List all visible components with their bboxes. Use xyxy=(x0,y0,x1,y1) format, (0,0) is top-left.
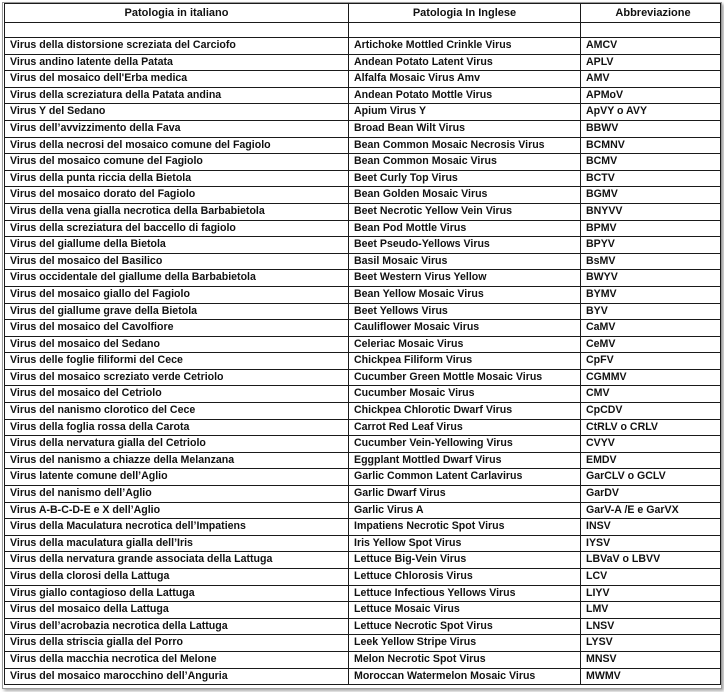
table-row xyxy=(5,203,721,220)
virus-table xyxy=(4,3,721,685)
abbreviation-cell: CVYV xyxy=(581,436,721,453)
italian-name-cell: Virus del mosaico screziato verde Cetriolo xyxy=(5,369,349,386)
table-row xyxy=(5,552,721,569)
table-row xyxy=(5,154,721,171)
italian-name-cell: Virus della necrosi del mosaico comune del Fagiolo xyxy=(5,137,349,154)
table-row xyxy=(5,253,721,270)
header-row xyxy=(5,4,721,23)
abbreviation-cell: CMV xyxy=(581,386,721,403)
english-name-cell: Beet Yellows Virus xyxy=(349,303,581,320)
italian-name-cell: Virus occidentale del giallume della Barbabietola xyxy=(5,270,349,287)
table-row xyxy=(5,651,721,668)
blank-row xyxy=(5,23,721,38)
italian-name-cell: Virus della nervatura grande associata della Lattuga xyxy=(5,552,349,569)
table-row xyxy=(5,602,721,619)
italian-name-cell: Virus delle foglie filiformi del Cece xyxy=(5,353,349,370)
english-name-cell: Lettuce Necrotic Spot Virus xyxy=(349,618,581,635)
english-name-cell: Garlic Virus A xyxy=(349,502,581,519)
table-row xyxy=(5,104,721,121)
italian-name-cell: Virus del mosaico del Cavolfiore xyxy=(5,320,349,337)
table-row xyxy=(5,386,721,403)
italian-name-cell: Virus della punta riccia della Bietola xyxy=(5,170,349,187)
table-row xyxy=(5,170,721,187)
english-name-cell: Lettuce Mosaic Virus xyxy=(349,602,581,619)
abbreviation-cell: LNSV xyxy=(581,618,721,635)
table-row xyxy=(5,336,721,353)
italian-name-cell: Virus della macchia necrotica del Melone xyxy=(5,651,349,668)
abbreviation-cell: MWMV xyxy=(581,668,721,685)
italian-name-cell: Virus della screziatura del baccello di fagiolo xyxy=(5,220,349,237)
table-row xyxy=(5,320,721,337)
abbreviation-cell: MNSV xyxy=(581,651,721,668)
abbreviation-cell: AMV xyxy=(581,71,721,88)
italian-name-cell: Virus della screziatura della Patata andina xyxy=(5,87,349,104)
table-row xyxy=(5,71,721,88)
english-name-cell: Chickpea Chlorotic Dwarf Virus xyxy=(349,403,581,420)
abbreviation-cell: LYSV xyxy=(581,635,721,652)
table-row xyxy=(5,38,721,55)
english-name-cell: Andean Potato Mottle Virus xyxy=(349,87,581,104)
abbreviation-cell: GarCLV o GCLV xyxy=(581,469,721,486)
table-row xyxy=(5,237,721,254)
english-name-cell: Beet Necrotic Yellow Vein Virus xyxy=(349,203,581,220)
abbreviation-cell: CtRLV o CRLV xyxy=(581,419,721,436)
italian-name-cell: Virus della striscia gialla del Porro xyxy=(5,635,349,652)
table-row xyxy=(5,436,721,453)
table-row xyxy=(5,668,721,685)
italian-name-cell: Virus dell’acrobazia necrotica della Lattuga xyxy=(5,618,349,635)
abbreviation-cell: CGMMV xyxy=(581,369,721,386)
italian-name-cell: Virus dell’avvizzimento della Fava xyxy=(5,120,349,137)
english-name-cell: Cauliflower Mosaic Virus xyxy=(349,320,581,337)
english-name-cell: Broad Bean Wilt Virus xyxy=(349,120,581,137)
table-row xyxy=(5,353,721,370)
table-row xyxy=(5,270,721,287)
english-name-cell: Iris Yellow Spot Virus xyxy=(349,535,581,552)
italian-name-cell: Virus A-B-C-D-E e X dell’Aglio xyxy=(5,502,349,519)
italian-name-cell: Virus della clorosi della Lattuga xyxy=(5,569,349,586)
english-name-cell: Leek Yellow Stripe Virus xyxy=(349,635,581,652)
abbreviation-cell: BNYVV xyxy=(581,203,721,220)
abbreviation-cell: BBWV xyxy=(581,120,721,137)
table-row xyxy=(5,303,721,320)
table-row xyxy=(5,87,721,104)
table-row xyxy=(5,369,721,386)
english-name-cell: Carrot Red Leaf Virus xyxy=(349,419,581,436)
table-row xyxy=(5,569,721,586)
english-name-cell: Bean Common Mosaic Virus xyxy=(349,154,581,171)
italian-name-cell: Virus del nanismo clorotico del Cece xyxy=(5,403,349,420)
abbreviation-cell: AMCV xyxy=(581,38,721,55)
abbreviation-cell: LMV xyxy=(581,602,721,619)
abbreviation-cell: CeMV xyxy=(581,336,721,353)
english-name-cell: Garlic Common Latent Carlavirus xyxy=(349,469,581,486)
abbreviation-cell: BPMV xyxy=(581,220,721,237)
abbreviation-cell: CaMV xyxy=(581,320,721,337)
english-name-cell: Cucumber Vein-Yellowing Virus xyxy=(349,436,581,453)
italian-name-cell: Virus del giallume della Bietola xyxy=(5,237,349,254)
italian-name-cell: Virus del mosaico del Sedano xyxy=(5,336,349,353)
italian-name-cell: Virus della Maculatura necrotica dell’Impatiens xyxy=(5,519,349,536)
english-name-cell: Beet Western Virus Yellow xyxy=(349,270,581,287)
english-name-cell: Bean Pod Mottle Virus xyxy=(349,220,581,237)
italian-name-cell: Virus della vena gialla necrotica della Barbabietola xyxy=(5,203,349,220)
italian-name-cell: Virus del mosaico della Lattuga xyxy=(5,602,349,619)
italian-name-cell: Virus del mosaico marocchino dell’Anguria xyxy=(5,668,349,685)
english-name-cell: Apium Virus Y xyxy=(349,104,581,121)
english-name-cell: Artichoke Mottled Crinkle Virus xyxy=(349,38,581,55)
abbreviation-cell: APMoV xyxy=(581,87,721,104)
table-row xyxy=(5,519,721,536)
abbreviation-cell: BGMV xyxy=(581,187,721,204)
abbreviation-cell: BPYV xyxy=(581,237,721,254)
english-name-cell: Lettuce Infectious Yellows Virus xyxy=(349,585,581,602)
italian-name-cell: Virus del nanismo a chiazze della Melanzana xyxy=(5,452,349,469)
abbreviation-cell: BWYV xyxy=(581,270,721,287)
abbreviation-cell: EMDV xyxy=(581,452,721,469)
table-row xyxy=(5,635,721,652)
italian-name-cell: Virus della nervatura gialla del Cetriolo xyxy=(5,436,349,453)
blank-cell xyxy=(581,23,721,38)
header-abbreviation: Abbreviazione xyxy=(581,4,721,23)
blank-cell xyxy=(349,23,581,38)
abbreviation-cell: IYSV xyxy=(581,535,721,552)
english-name-cell: Garlic Dwarf Virus xyxy=(349,486,581,503)
table-row xyxy=(5,137,721,154)
table-row xyxy=(5,220,721,237)
header-english: Patologia In Inglese xyxy=(349,4,581,23)
table-row xyxy=(5,54,721,71)
english-name-cell: Lettuce Big-Vein Virus xyxy=(349,552,581,569)
abbreviation-cell: BsMV xyxy=(581,253,721,270)
table-row xyxy=(5,120,721,137)
abbreviation-cell: GarV-A /E e GarVX xyxy=(581,502,721,519)
italian-name-cell: Virus latente comune dell’Aglio xyxy=(5,469,349,486)
english-name-cell: Beet Pseudo-Yellows Virus xyxy=(349,237,581,254)
english-name-cell: Bean Golden Mosaic Virus xyxy=(349,187,581,204)
abbreviation-cell: BCMNV xyxy=(581,137,721,154)
table-row xyxy=(5,469,721,486)
english-name-cell: Beet Curly Top Virus xyxy=(349,170,581,187)
italian-name-cell: Virus del mosaico del Cetriolo xyxy=(5,386,349,403)
english-name-cell: Moroccan Watermelon Mosaic Virus xyxy=(349,668,581,685)
italian-name-cell: Virus della maculatura gialla dell’Iris xyxy=(5,535,349,552)
english-name-cell: Melon Necrotic Spot Virus xyxy=(349,651,581,668)
english-name-cell: Lettuce Chlorosis Virus xyxy=(349,569,581,586)
header-italian: Patologia in italiano xyxy=(5,4,349,23)
italian-name-cell: Virus giallo contagioso della Lattuga xyxy=(5,585,349,602)
english-name-cell: Andean Potato Latent Virus xyxy=(349,54,581,71)
english-name-cell: Chickpea Filiform Virus xyxy=(349,353,581,370)
abbreviation-cell: GarDV xyxy=(581,486,721,503)
table-row xyxy=(5,486,721,503)
english-name-cell: Eggplant Mottled Dwarf Virus xyxy=(349,452,581,469)
abbreviation-cell: BYMV xyxy=(581,286,721,303)
abbreviation-cell: ApVY o AVY xyxy=(581,104,721,121)
english-name-cell: Impatiens Necrotic Spot Virus xyxy=(349,519,581,536)
abbreviation-cell: LIYV xyxy=(581,585,721,602)
english-name-cell: Bean Common Mosaic Necrosis Virus xyxy=(349,137,581,154)
english-name-cell: Celeriac Mosaic Virus xyxy=(349,336,581,353)
table-row xyxy=(5,419,721,436)
abbreviation-cell: LCV xyxy=(581,569,721,586)
abbreviation-cell: INSV xyxy=(581,519,721,536)
table-row xyxy=(5,618,721,635)
english-name-cell: Bean Yellow Mosaic Virus xyxy=(349,286,581,303)
abbreviation-cell: LBVaV o LBVV xyxy=(581,552,721,569)
english-name-cell: Alfalfa Mosaic Virus Amv xyxy=(349,71,581,88)
blank-cell xyxy=(5,23,349,38)
italian-name-cell: Virus della distorsione screziata del Carciofo xyxy=(5,38,349,55)
italian-name-cell: Virus del giallume grave della Bietola xyxy=(5,303,349,320)
italian-name-cell: Virus del mosaico comune del Fagiolo xyxy=(5,154,349,171)
english-name-cell: Cucumber Mosaic Virus xyxy=(349,386,581,403)
italian-name-cell: Virus Y del Sedano xyxy=(5,104,349,121)
table-row xyxy=(5,187,721,204)
italian-name-cell: Virus del mosaico del Basilico xyxy=(5,253,349,270)
table-row xyxy=(5,535,721,552)
italian-name-cell: Virus del mosaico giallo del Fagiolo xyxy=(5,286,349,303)
abbreviation-cell: BCMV xyxy=(581,154,721,171)
abbreviation-cell: CpCDV xyxy=(581,403,721,420)
abbreviation-cell: APLV xyxy=(581,54,721,71)
table-row xyxy=(5,403,721,420)
italian-name-cell: Virus del nanismo dell’Aglio xyxy=(5,486,349,503)
table-row xyxy=(5,502,721,519)
italian-name-cell: Virus andino latente della Patata xyxy=(5,54,349,71)
italian-name-cell: Virus del mosaico dorato del Fagiolo xyxy=(5,187,349,204)
abbreviation-cell: CpFV xyxy=(581,353,721,370)
table-row xyxy=(5,585,721,602)
english-name-cell: Basil Mosaic Virus xyxy=(349,253,581,270)
table-row xyxy=(5,286,721,303)
abbreviation-cell: BCTV xyxy=(581,170,721,187)
table-row xyxy=(5,452,721,469)
italian-name-cell: Virus della foglia rossa della Carota xyxy=(5,419,349,436)
italian-name-cell: Virus del mosaico dell'Erba medica xyxy=(5,71,349,88)
english-name-cell: Cucumber Green Mottle Mosaic Virus xyxy=(349,369,581,386)
abbreviation-cell: BYV xyxy=(581,303,721,320)
